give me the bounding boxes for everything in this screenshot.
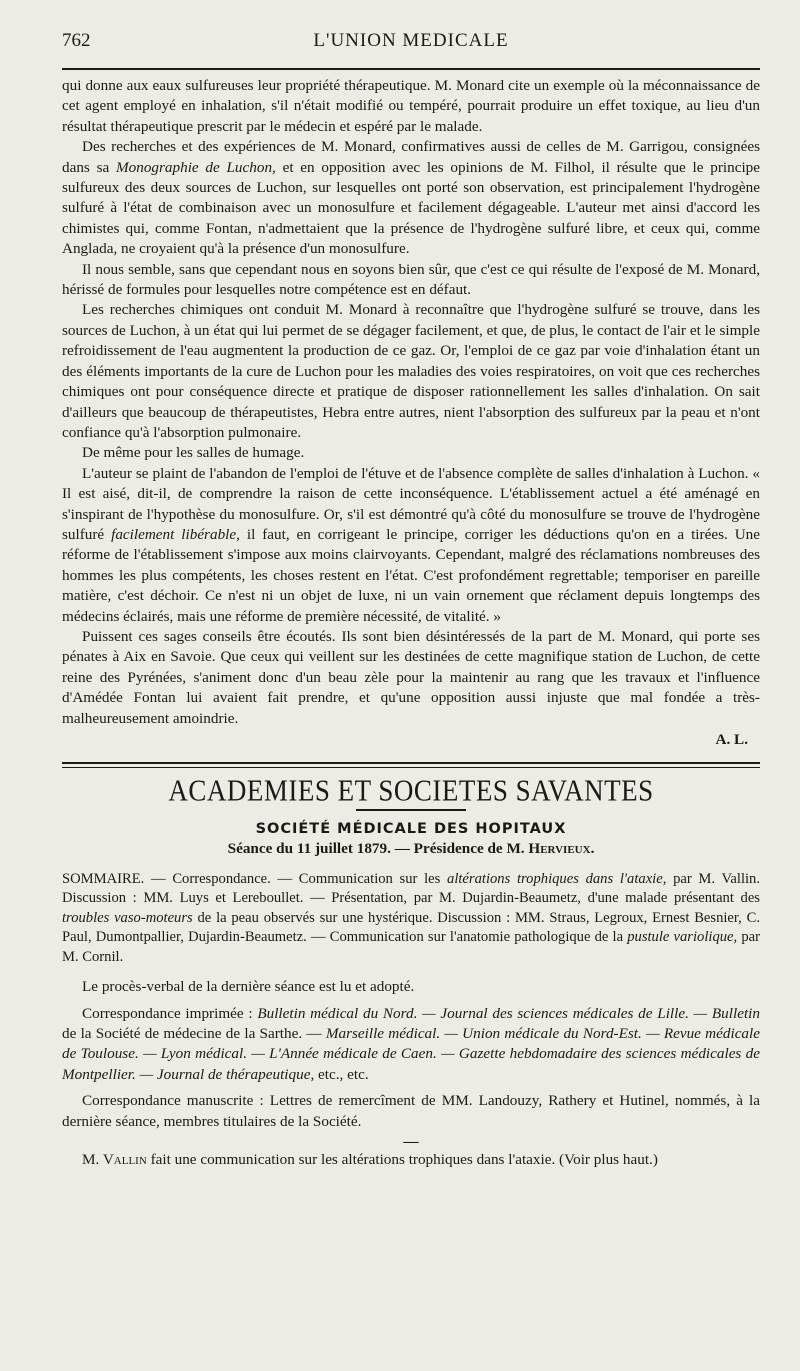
journal-title: L'UNION MEDICALE xyxy=(313,30,509,51)
paragraph: Correspondance imprimée : Bulletin médical du Nord. — Journal des sciences médicales de Lille. — Bulletin de la Société de médecine de la Sarthe. — Marseille médical. — Union médicale du Nord-Est. — Revue médicale de Toulouse. — Lyon médical. — L'Année médicale de Caen. — Gazette hebdomadaire des sciences médicales de Montpellier. — Journal de thérapeutique, etc., etc. xyxy=(62,1004,760,1083)
paragraph: Les recherches chimiques ont conduit M. Monard à reconnaître que l'hydrogène sulfuré se trouve, dans les sources de Luchon, à un état qui lui permet de se dégager facilement, et que, de plus, le contact de l'air et le simple refroidissement de l'eau augmentent la production de ce gaz. Or, l'emploi de ce gaz par voie d'inhalation étant un des éléments importants de la cure de Luchon pour les maladies des voies respiratoires, on voit que ces recherches chimiques ont pour conséquence directe et pratique de disposer rationnellement les salles d'inhalation. On sait d'ailleurs que beaucoup de thérapeutistes, Hebra entre autres, nient l'absorption des sulfureux par la peau et n'ont confiance qu'à l'absorption pulmonaire. xyxy=(62,301,760,441)
summary-paragraph: SOMMAIRE. — Correspondance. — Communication sur les altérations trophiques dans l'ataxie, par M. Vallin. Discussion : MM. Luys et Lereboullet. — Présentation, par M. Dujardin-Beaumetz, d'une malade présentant des troubles vaso-moteurs de la peau observés sur une hystérique. Discussion : MM. Straus, Legroux, Ernest Besnier, C. Paul, Dumontpallier, Dujardin-Beaumetz. — Communication sur l'anatomie pathologique de la pustule variolique, par M. Cornil. xyxy=(62,870,760,965)
paragraph: L'auteur se plaint de l'abandon de l'emploi de l'étuve et de l'absence complète de salles d'inhalation à Luchon. « Il est aisé, dit-il, de comprendre la raison de cette inconséquence. L'établissement actuel a été aménagé en s'inspirant de l'hypothèse du monosulfure. Or, s'il est démontré qu'à côté du monosulfure se trouve de l'hydrogène sulfuré facilement libérable, il faut, en corrigeant le principe, corriger les déductions qu'on en a tirées. Une réforme de l'établissement s'impose aux moins clairvoyants. Cependant, malgré des réclamations nombreuses des hommes les plus compétents, les choses restent en l'état. C'est profondément regrettable; temporiser en pareille matière, c'est déchoir. Ce n'est ni un objet de luxe, ni un vain ornement que réclament depuis longtemps des médecins éclairés, mais une réforme de première nécessité, de vitalité. » xyxy=(62,464,760,625)
paragraph: Le procès-verbal de la dernière séance est lu et adopté. xyxy=(82,978,415,996)
paragraph: Des recherches et des expériences de M. Monard, confirmatives aussi de celles de M. Garrigou, consignées dans sa Monographie de Luchon, et en opposition avec les opinions de M. Filhol, il résulte que le principe sulfureux des deux sources de Luchon, sur lesquelles ont porté son observation, est principalement l'hydrogène sulfuré à l'état de combinaison avec un monosulfure et facilement dégageable. L'auteur met ainsi d'accord les chimistes qui, comme Fontan, n'admettaient que la présence de l'hydrogène sulfuré libre, et ceux qui, comme Anglada, ne croyaient qu'à la présence d'un monosulfure. xyxy=(62,138,761,258)
paragraph: M. Vallin fait une communication sur les altérations trophiques dans l'ataxie. (Voir plus haut.) xyxy=(82,1150,658,1168)
page-number: 762 xyxy=(62,30,91,51)
author-signature: A. L. xyxy=(715,731,748,748)
article-body xyxy=(62,76,760,1170)
session-line: Séance du 11 juillet 1879. — Présidence de M. Hervieux. xyxy=(227,840,595,858)
page-header xyxy=(62,30,760,56)
paragraph: qui donne aux eaux sulfureuses leur propriété thérapeutique. M. Monard cite un exemple où la méconnaissance de cet agent employé en inhalation, s'il n'était modifié ou tempéré, pourrait produire un effet toxique, au lieu d'un résultat thérapeutique prescrit par le médecin et espéré par le malade. xyxy=(62,77,760,135)
paragraph: Correspondance manuscrite : Lettres de remercîment de MM. Landouzy, Rathery et Hutinel, nommés, à la dernière séance, membres titulaires de la Société. xyxy=(62,1092,760,1130)
header-rule xyxy=(62,68,760,70)
section-title: ACADEMIES ET SOCIETES SAVANTES xyxy=(168,773,654,808)
title-rule xyxy=(356,809,466,811)
separator-dash: — xyxy=(403,1132,419,1150)
paragraph: Il nous semble, sans que cependant nous en soyons bien sûr, que c'est ce qui résulte de l'exposé de M. Monard, hérissé de formules pour lesquelles notre compétence est en défaut. xyxy=(62,260,760,299)
society-name: SOCIÉTÉ MÉDICALE DES HOPITAUX xyxy=(255,820,567,837)
paragraph: Puissent ces sages conseils être écoutés. Ils sont bien désintéressés de la part de M. Monard, qui porte ses pénates à Aix en Savoie. Que ceux qui veillent sur les destinées de cette magnifique station de Luchon, de cette reine des Pyrénées, s'animent donc d'un beau zèle pour la maintenir au rang que les travaux et l'influence d'Amédée Fontan lui avaient fait prendre, et qu'une opposition aussi injuste que mal fondée a très-malheureusement amoindrie. xyxy=(62,627,760,727)
section-divider xyxy=(62,762,760,768)
paragraph: De même pour les salles de humage. xyxy=(82,444,305,462)
